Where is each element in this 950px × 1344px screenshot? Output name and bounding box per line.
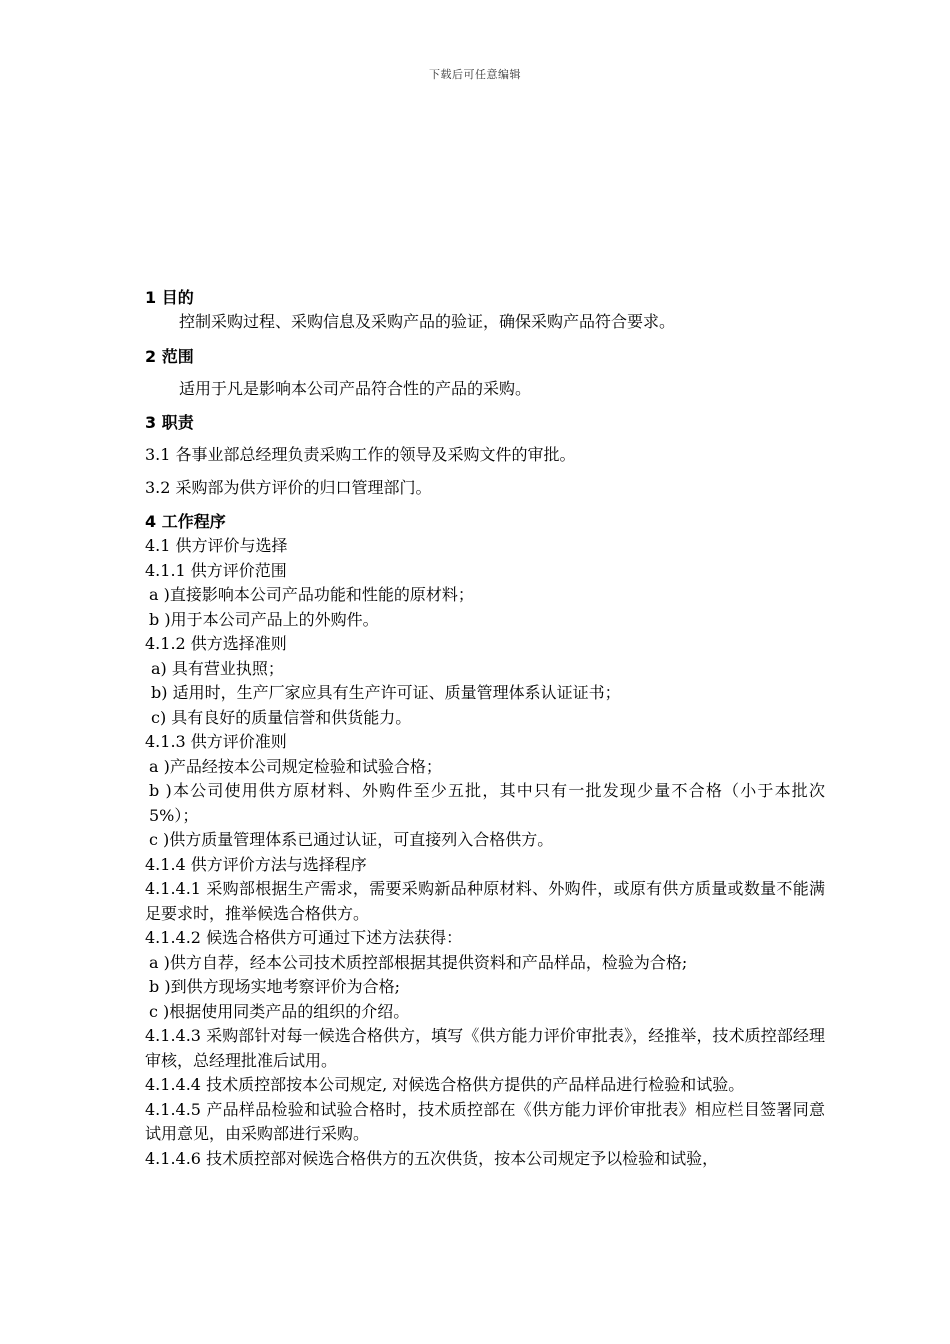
document-body <box>145 286 825 1171</box>
list-item: b )到供方现场实地考察评价为合格; <box>149 977 400 996</box>
section-1-title: 1 目的 <box>145 288 194 307</box>
list-item: c )供方质量管理体系已通过认证，可直接列入合格供方。 <box>149 830 554 849</box>
list-item: b) 适用时，生产厂家应具有生产许可证、质量管理体系认证证书； <box>151 683 621 702</box>
line-4-1-4: 4.1.4 供方评价方法与选择程序 <box>145 854 367 874</box>
line-4-1-2: 4.1.2 供方选择准则 <box>145 634 287 653</box>
paragraph-4-1-4-5: 4.1.4.5 产品样品检验和试验合格时，技术质控部在《供方能力评价审批表》相应栏目签署同意试用意见，由采购部进行采购。 <box>145 1099 825 1143</box>
list-item: a )供方自荐，经本公司技术质控部根据其提供资料和产品样品，检验为合格; <box>149 952 688 972</box>
list-item: b )用于本公司产品上的外购件。 <box>149 609 379 629</box>
section-3-title: 3 职责 <box>145 413 194 432</box>
list-item: a )产品经按本公司规定检验和试验合格； <box>149 756 442 776</box>
line-4-1-1: 4.1.1 供方评价范围 <box>145 560 287 580</box>
section-2-text: 适用于凡是影响本公司产品符合性的产品的采购。 <box>179 378 532 398</box>
list-item: c )根据使用同类产品的组织的介绍。 <box>149 1001 410 1021</box>
list-item: a )直接影响本公司产品功能和性能的原材料； <box>149 585 474 604</box>
paragraph-4-1-4-6: 4.1.4.6 技术质控部对候选合格供方的五次供货，按本公司规定予以检验和试验， <box>145 1148 719 1168</box>
section-2-title: 2 范围 <box>145 346 194 366</box>
section-3-2: 3.2 采购部为供方评价的归口管理部门。 <box>145 477 432 497</box>
paragraph-4-1-4-4: 4.1.4.4 技术质控部按本公司规定, 对候选合格供方提供的产品样品进行检验和试验。 <box>145 1075 745 1094</box>
paragraph-4-1-4-1: 4.1.4.1 采购部根据生产需求，需要采购新品种原材料、外购件，或原有供方质量或数量不能满足要求时，推举候选合格供方。 <box>145 879 825 923</box>
header-note: 下载后可任意编辑 <box>429 68 521 81</box>
section-1-text: 控制采购过程、采购信息及采购产品的验证，确保采购产品符合要求。 <box>179 312 676 331</box>
paragraph-4-1-4-3: 4.1.4.3 采购部针对每一候选合格供方，填写《供方能力评价审批表》，经推举，技术质控部经理审核，总经理批准后试用。 <box>145 1026 825 1070</box>
line-4-1-3: 4.1.3 供方评价准则 <box>145 732 287 751</box>
line-4-1: 4.1 供方评价与选择 <box>145 536 288 555</box>
line-4-1-4-2: 4.1.4.2 候选合格供方可通过下述方法获得： <box>145 928 463 947</box>
section-4-title: 4 工作程序 <box>145 512 226 531</box>
list-item: c) 具有良好的质量信誉和供货能力。 <box>151 707 412 727</box>
section-3-1: 3.1 各事业部总经理负责采购工作的领导及采购文件的审批。 <box>145 445 576 464</box>
list-item: a) 具有营业执照； <box>151 658 284 678</box>
list-item: b )本公司使用供方原材料、外购件至少五批，其中只有一批发现少量不合格（小于本批次 5%）； <box>149 781 825 825</box>
